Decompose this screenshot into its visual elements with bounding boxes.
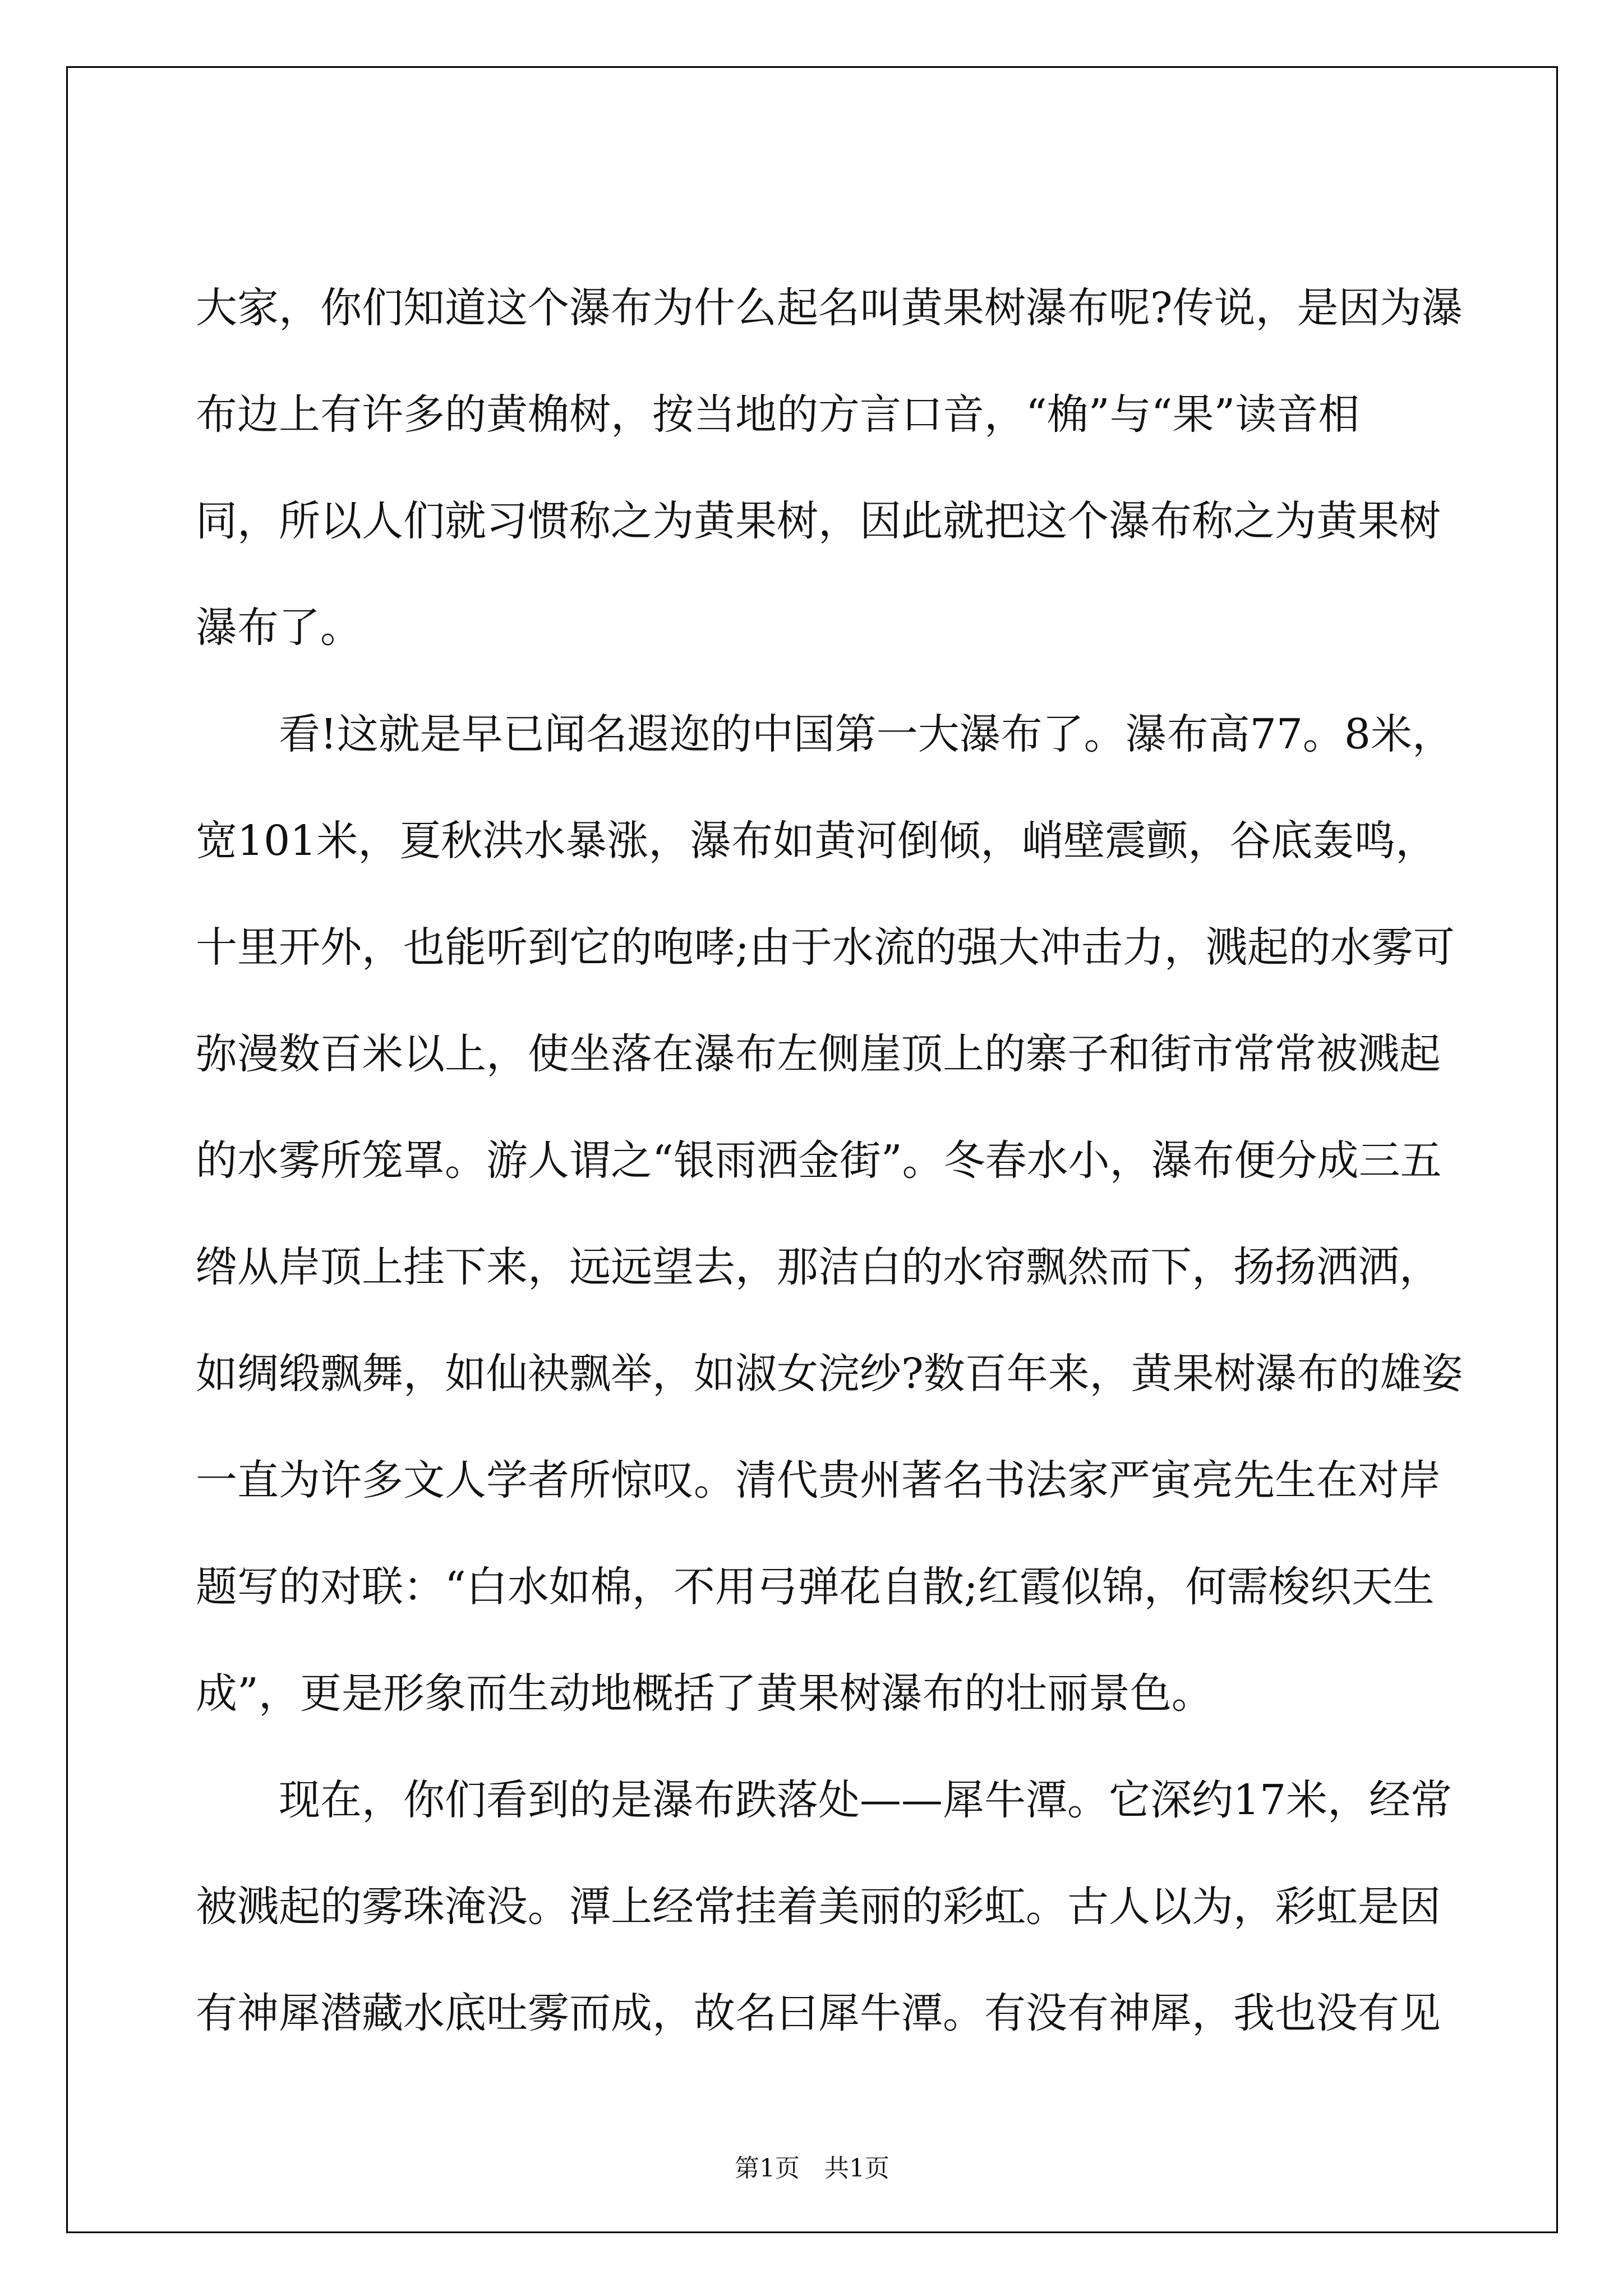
text-line: 现在，你们看到的是瀑布跌落处——犀牛潭。它深约17米，经常: [196, 1776, 1453, 1824]
text-line: 如绸缎飘舞，如仙袂飘举，如淑女浣纱?数百年来，黄果树瀑布的雄姿: [196, 1350, 1463, 1398]
text-line: 瀑布了。: [196, 604, 362, 652]
text-line: 看!这就是早已闻名遐迩的中国第一大瀑布了。瀑布高77。8米，: [196, 710, 1454, 758]
document-body: [68, 68, 1556, 2231]
text-line: 弥漫数百米以上，使坐落在瀑布左侧崖顶上的寨子和街市常常被溅起: [196, 1030, 1441, 1078]
text-line: 大家，你们知道这个瀑布为什么起名叫黄果树瀑布呢?传说，是因为瀑: [196, 284, 1463, 332]
page-border: [66, 66, 1558, 2233]
text-line: 十里开外，也能听到它的咆哮;由于水流的强大冲击力，溅起的水雾可: [196, 923, 1455, 972]
text-line: 同，所以人们就习惯称之为黄果树，因此就把这个瀑布称之为黄果树: [196, 497, 1441, 545]
text-line: 有神犀潜藏水底吐雾而成，故名曰犀牛潭。有没有神犀，我也没有见: [196, 1989, 1441, 2037]
text-line: 成”，更是形象而生动地概括了黄果树瀑布的壮丽景色。: [196, 1669, 1213, 1718]
text-line: 布边上有许多的黄桷树，按当地的方言口音，“桷”与“果”读音相: [196, 390, 1360, 439]
text-line: 宽101米，夏秋洪水暴涨，瀑布如黄河倒倾，峭壁震颤，谷底轰鸣，: [196, 817, 1437, 865]
text-line: 题写的对联：“白水如棉，不用弓弹花自散;红霞似锦，何需梭织天生: [196, 1563, 1435, 1611]
page-footer: 第1页 共1页: [735, 2154, 889, 2183]
text-line: 的水雾所笼罩。游人谓之“银雨洒金街”。冬春水小，瀑布便分成三五: [196, 1137, 1442, 1185]
text-line: 一直为许多文人学者所惊叹。清代贵州著名书法家严寅亮先生在对岸: [196, 1456, 1441, 1504]
text-line: 被溅起的雾珠淹没。潭上经常挂着美丽的彩虹。古人以为，彩虹是因: [196, 1883, 1441, 1931]
text-line: 绺从岸顶上挂下来，远远望去，那洁白的水帘飘然而下，扬扬洒洒，: [196, 1243, 1441, 1291]
